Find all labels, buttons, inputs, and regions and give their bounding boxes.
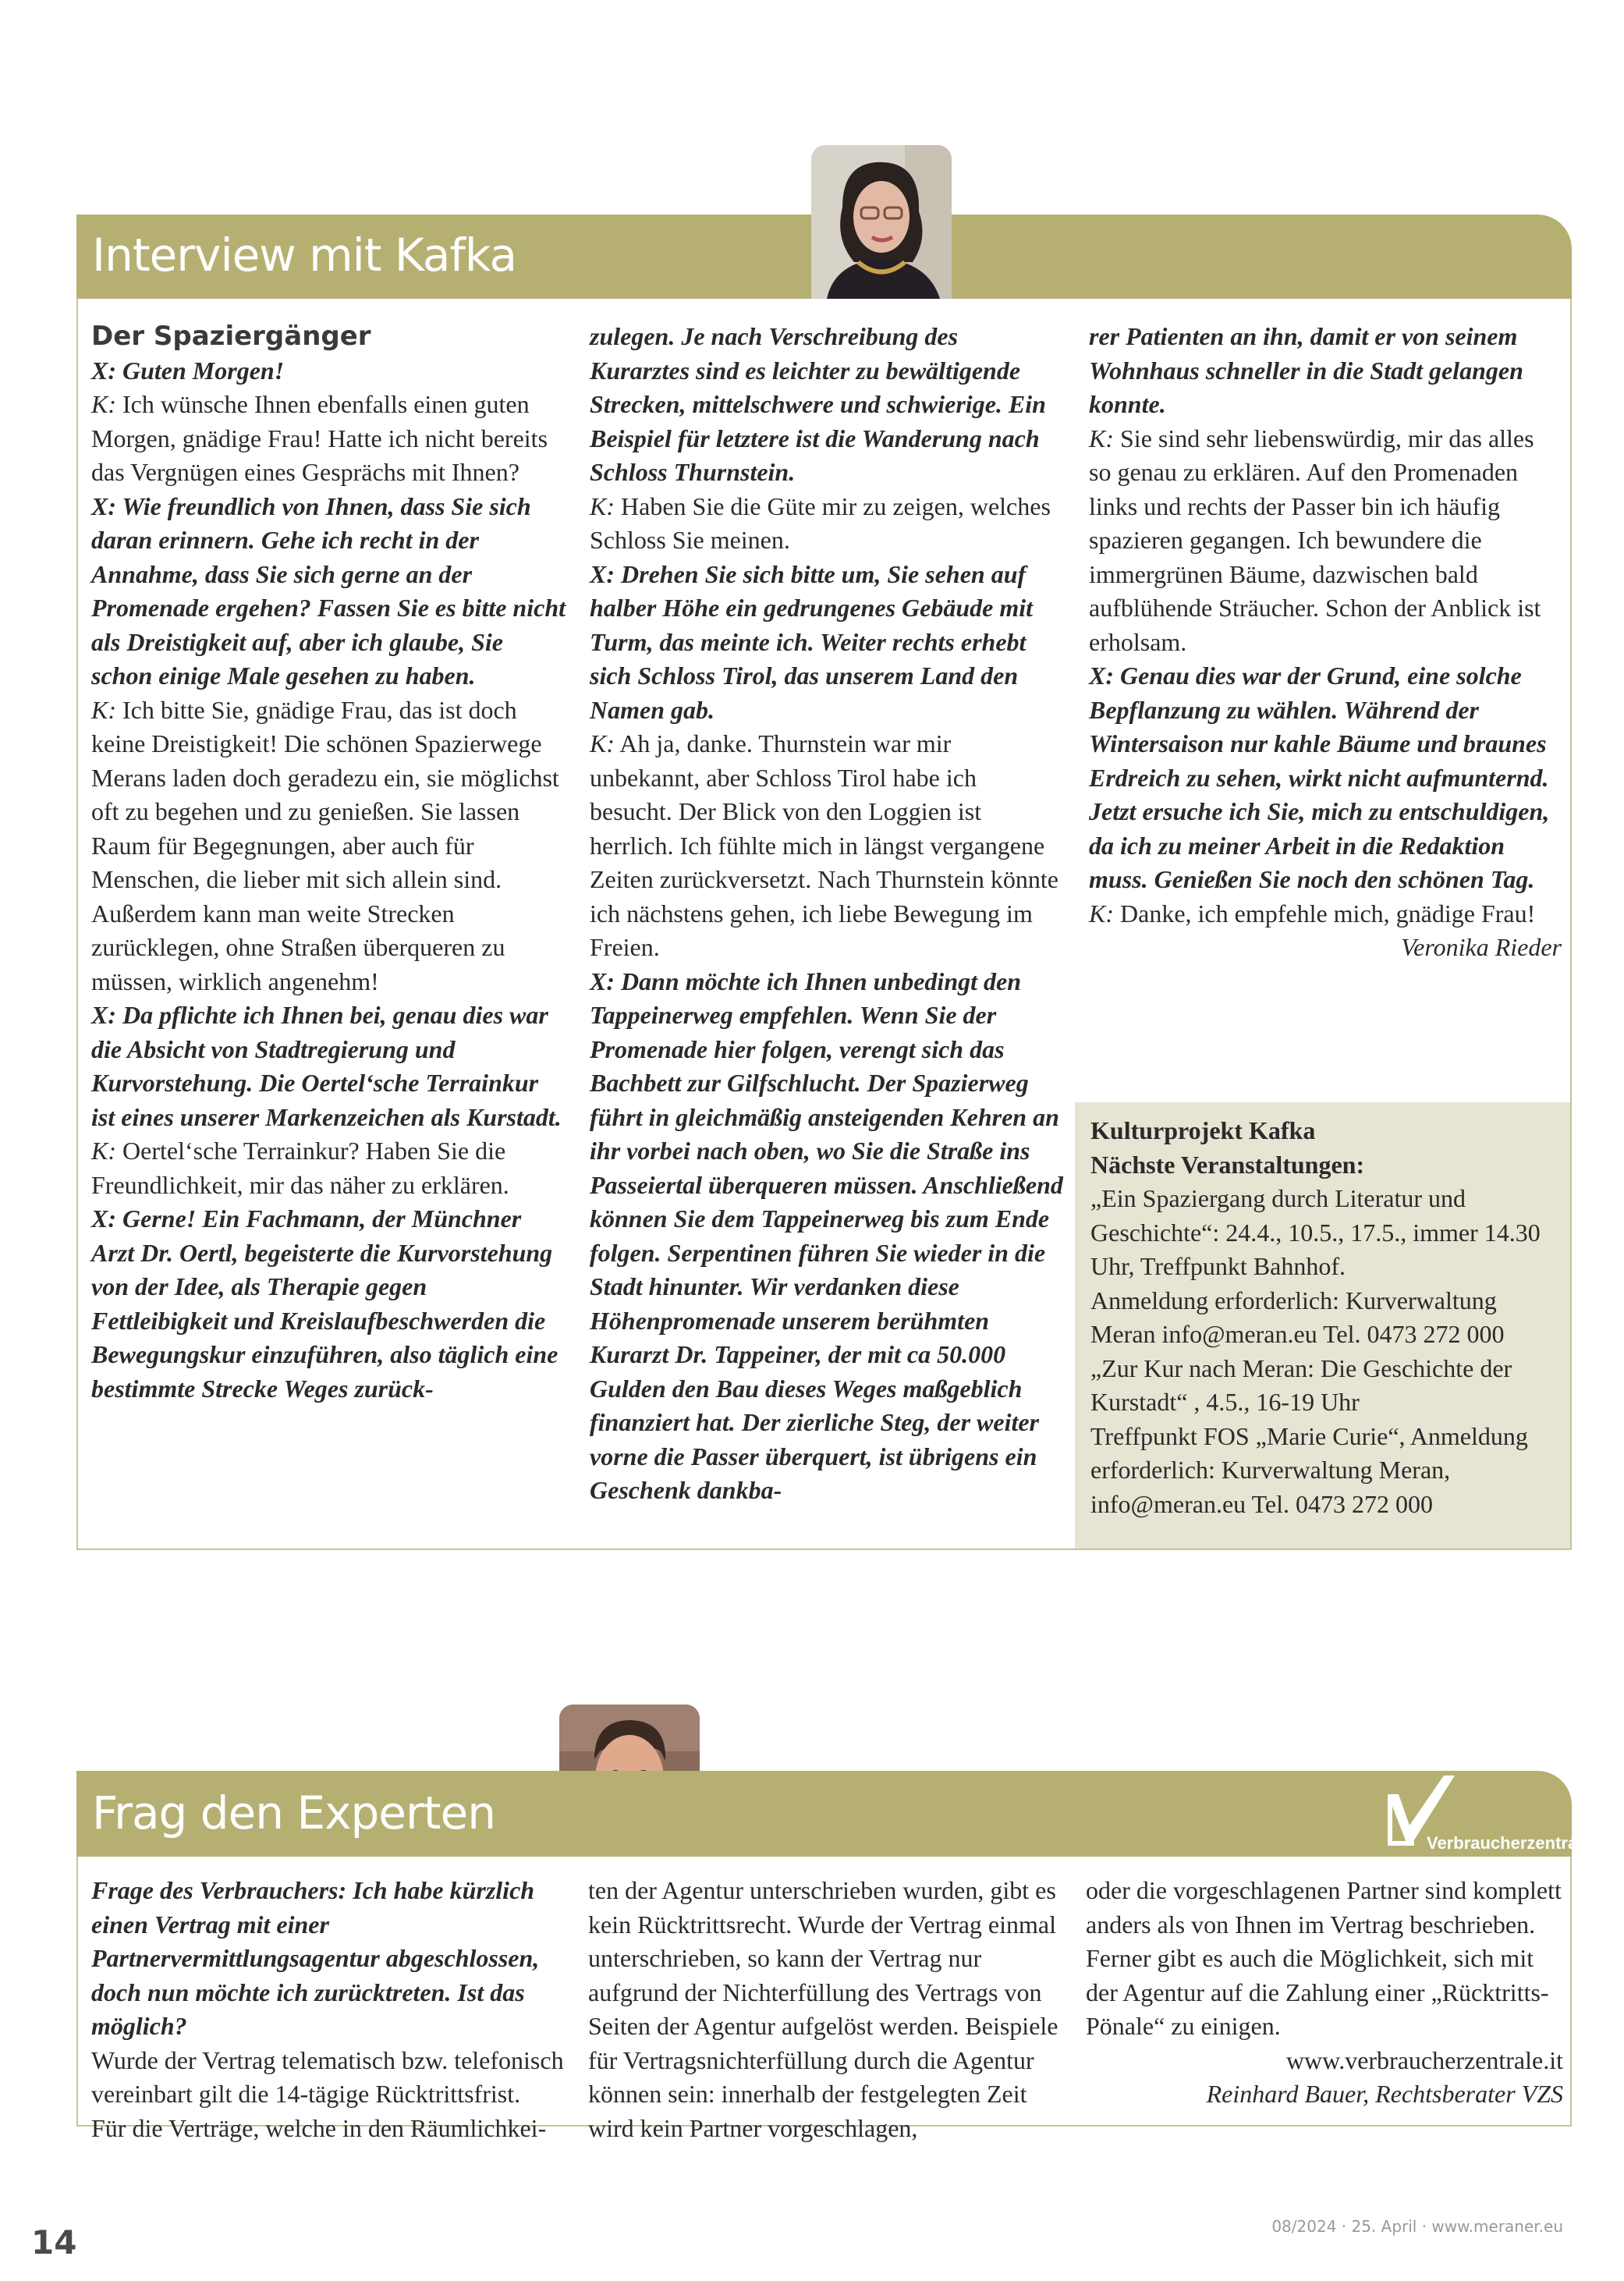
events-info-box xyxy=(1075,1102,1570,1548)
paragraph-text: Sie sind sehr liebenswürdig, mir das alles so genau zu erklären. Auf den Promenaden links und rechts der Passer bin ich häufig spazieren gegangen. Ich bewundere die immergrünen Bäume, dazwischen bald aufblühende Sträucher. Schon der Anblick ist erholsam. xyxy=(1089,424,1541,656)
paragraph xyxy=(590,727,1064,965)
logo-text: Verbraucherzentrale xyxy=(1427,1833,1592,1853)
paragraph xyxy=(91,694,567,999)
event-line: „Ein Spaziergang durch Literatur und Geschichte“: 24.4., 10.5., 17.5., immer 14.30 Uhr, Treffpunkt Bahnhof. xyxy=(1090,1184,1541,1280)
interview-column-2 xyxy=(590,320,1064,1508)
paragraph: X: Da pflichte ich Ihnen bei, genau dies war die Absicht von Stadtregierung und Kurvorstehung. Die Oertel‘sche Terrainkur ist eines unserer Markenzeichen als Kurstadt. xyxy=(91,1001,562,1131)
speaker-label: K: xyxy=(91,1137,116,1165)
paragraph: Für die Verträge, welche in den Räumlichkei- xyxy=(91,2113,547,2142)
page-number: 14 xyxy=(31,2223,77,2261)
events-heading: Kulturprojekt Kafka xyxy=(1090,1116,1316,1144)
paragraph: X: Wie freundlich von Ihnen, dass Sie sich daran erinnern. Gehe ich recht in der Annahme, dass Sie sich gerne an der Promenade ergehen? Fassen Sie es bitte nicht als Dreistigkeit auf, aber ich glaube, Sie schon einige Male gesehen zu haben. xyxy=(91,491,566,690)
paragraph: Ferner gibt es auch die Möglichkeit, sich mit der Agentur auf die Zahlung einer „Rücktritts-Pönale“ zu einigen. xyxy=(1086,1944,1549,2040)
speaker-label: K: xyxy=(1089,899,1114,928)
portrait-photo-interviewer xyxy=(811,145,952,299)
paragraph: rer Patienten an ihn, damit er von seinem Wohnhaus schneller in die Stadt gelangen konnte. xyxy=(1089,322,1523,418)
paragraph xyxy=(91,1134,567,1202)
expert-website: www.verbraucherzentrale.it xyxy=(1285,2045,1563,2074)
paragraph-text: Ich bitte Sie, gnädige Frau, das ist doch keine Dreistigkeit! Die schönen Spazierwege Merans laden doch geradezu ein, sie möglichst oft zu begehen und zu genießen. Sie lassen Raum für Begegnungen, aber auch für Menschen, die lieber mit sich allein sind. Außerdem kann man weite Strecken zurücklegen, ohne Straßen überqueren zu müssen, wirklich angenehm! xyxy=(91,695,559,995)
event-line: Treffpunkt FOS „Marie Curie“, Anmeldung erforderlich: Kurverwaltung Meran, info@meran.eu Tel. 0473 272 000 xyxy=(1090,1421,1528,1518)
paragraph xyxy=(91,388,567,490)
expert-column-1 xyxy=(91,1874,567,2145)
paragraph: X: Genau dies war der Grund, eine solche Bepflanzung zu wählen. Während der Wintersaison nur kahle Bäume und braunes Erdreich zu sehen, wirkt nicht aufmunternd. xyxy=(1089,662,1549,792)
paragraph: Frage des Verbrauchers: Ich habe kürzlich einen Vertrag mit einer Partnervermittlungsagentur abgeschlossen, doch nun möchte ich zurücktreten. Ist das möglich? xyxy=(91,1876,540,2040)
paragraph: X: Gerne! Ein Fachmann, der Münchner Arzt Dr. Oertl, begeisterte die Kurvorstehung von der Idee, als Therapie gegen Fettleibigkeit und Kreislaufbeschwerden die Bewegungskur einzuführen, also täglich eine bestimmte Strecke Weges zurück- xyxy=(91,1204,558,1403)
paragraph: ten der Agentur unterschrieben wurden, gibt es kein Rücktrittsrecht. Wurde der Vertrag einmal unterschrieben, so kann der Vertrag nur aufgrund der Nichterfüllung des Vertrags von Seiten der Agentur aufgelöst werden. Beispiele für Vertragsnichterfüllung durch die Agentur können sein: innerhalb der festgelegten Zeit wird kein Partner vorgeschlagen, xyxy=(588,1876,1058,2142)
paragraph: X: Drehen Sie sich bitte um, Sie sehen auf halber Höhe ein gedrungenes Gebäude mit Turm, das meinte ich. Weiter rechts erhebt sich Schloss Tirol, das unserem Land den Namen gab. xyxy=(590,559,1034,724)
expert-title: Frag den Experten xyxy=(92,1786,495,1839)
paragraph-text: Ich wünsche Ihnen ebenfalls einen guten Morgen, gnädige Frau! Hatte ich nicht bereits das Vergnügen eines Gesprächs mit Ihnen? xyxy=(91,390,548,486)
paragraph: Wurde der Vertrag telematisch bzw. telefonisch vereinbart gilt die 14-tägige Rücktrittsfrist. xyxy=(91,2045,564,2108)
paragraph-text: Haben Sie die Güte mir zu zeigen, welches Schloss Sie meinen. xyxy=(590,491,1051,554)
paragraph-text: Danke, ich empfehle mich, gnädige Frau! xyxy=(1114,899,1536,928)
paragraph: zulegen. Je nach Verschreibung des Kurarztes sind es leichter zu bewältigende Strecken, mittelschwere und schwierige. Ein Beispiel für letztere ist die Wanderung nach Schloss Thurnstein. xyxy=(590,322,1046,486)
interview-author: Veronika Rieder xyxy=(1401,933,1562,961)
event-line: „Zur Kur nach Meran: Die Geschichte der Kurstadt“ , 4.5., 16-19 Uhr xyxy=(1090,1353,1512,1416)
expert-author: Reinhard Bauer, Rechtsberater VZS xyxy=(1206,2080,1563,2108)
speaker-label: K: xyxy=(590,729,615,757)
expert-column-2 xyxy=(588,1874,1064,2145)
paragraph xyxy=(590,490,1064,558)
paragraph xyxy=(1089,422,1562,660)
verbraucherzentrale-logo xyxy=(1383,1771,1592,1857)
interview-title: Interview mit Kafka xyxy=(92,229,517,282)
speaker-label: K: xyxy=(590,491,615,520)
paragraph xyxy=(1089,897,1562,931)
paragraph-text: Oertel‘sche Terrainkur? Haben Sie die Freundlichkeit, mir das näher zu erklären. xyxy=(91,1137,509,1199)
expert-column-3 xyxy=(1086,1874,1563,2112)
paragraph: oder die vorgeschlagenen Partner sind komplett anders als von Ihnen im Vertrag beschrieben. xyxy=(1086,1876,1562,1939)
interview-column-1 xyxy=(91,320,567,1406)
speaker-label: K: xyxy=(91,695,116,724)
expert-banner xyxy=(76,1771,1592,1857)
issue-info: 08/2024 · 25. April · www.meraner.eu xyxy=(1271,2217,1563,2236)
paragraph: Jetzt ersuche ich Sie, mich zu entschuldigen, da ich zu meiner Arbeit in die Redaktion muss. Genießen Sie noch den schönen Tag. xyxy=(1089,797,1550,893)
speaker-label: K: xyxy=(1089,424,1114,452)
paragraph-text: Ah ja, danke. Thurnstein war mir unbekannt, aber Schloss Tirol habe ich besucht. Der Blick von den Loggien ist herrlich. Ich fühlte mich in längst vergangene Zeiten zurückversetzt. Nach Thurnstein könnte ich nächstens gehen, ich liebe Bewegung im Freien. xyxy=(590,729,1058,961)
paragraph: X: Dann möchte ich Ihnen unbedingt den Tappeinerweg empfehlen. Wenn Sie der Promenade hier folgen, verengt sich das Bachbett zur Gilfschlucht. Der Spazierweg führt in gleichmäßig ansteigenden Kehren an ihr vorbei nach oben, wo Sie die Straße ins Passeiertal überqueren müssen. Anschließend können Sie dem Tappeinerweg bis zum Ende folgen. Serpentinen führen Sie wieder in die Stadt hinunter. Wir verdanken diese Höhenpromenade unserem berühmten Kurarzt Dr. Tappeiner, der mit ca 50.000 Gulden den Bau dieses Weges maßgeblich finanziert hat. Der zierliche Steg, der weiter vorne die Passer überquert, ist übrigens ein Geschenk dankba- xyxy=(590,967,1063,1504)
paragraph: X: Guten Morgen! xyxy=(91,356,285,385)
interview-subtitle: Der Spaziergänger xyxy=(91,321,371,352)
events-subheading: Nächste Veranstaltungen: xyxy=(1090,1150,1365,1179)
event-line: Anmeldung erforderlich: Kurverwaltung Meran info@meran.eu Tel. 0473 272 000 xyxy=(1090,1286,1505,1348)
interview-column-3 xyxy=(1089,320,1562,965)
speaker-label: K: xyxy=(91,390,116,418)
